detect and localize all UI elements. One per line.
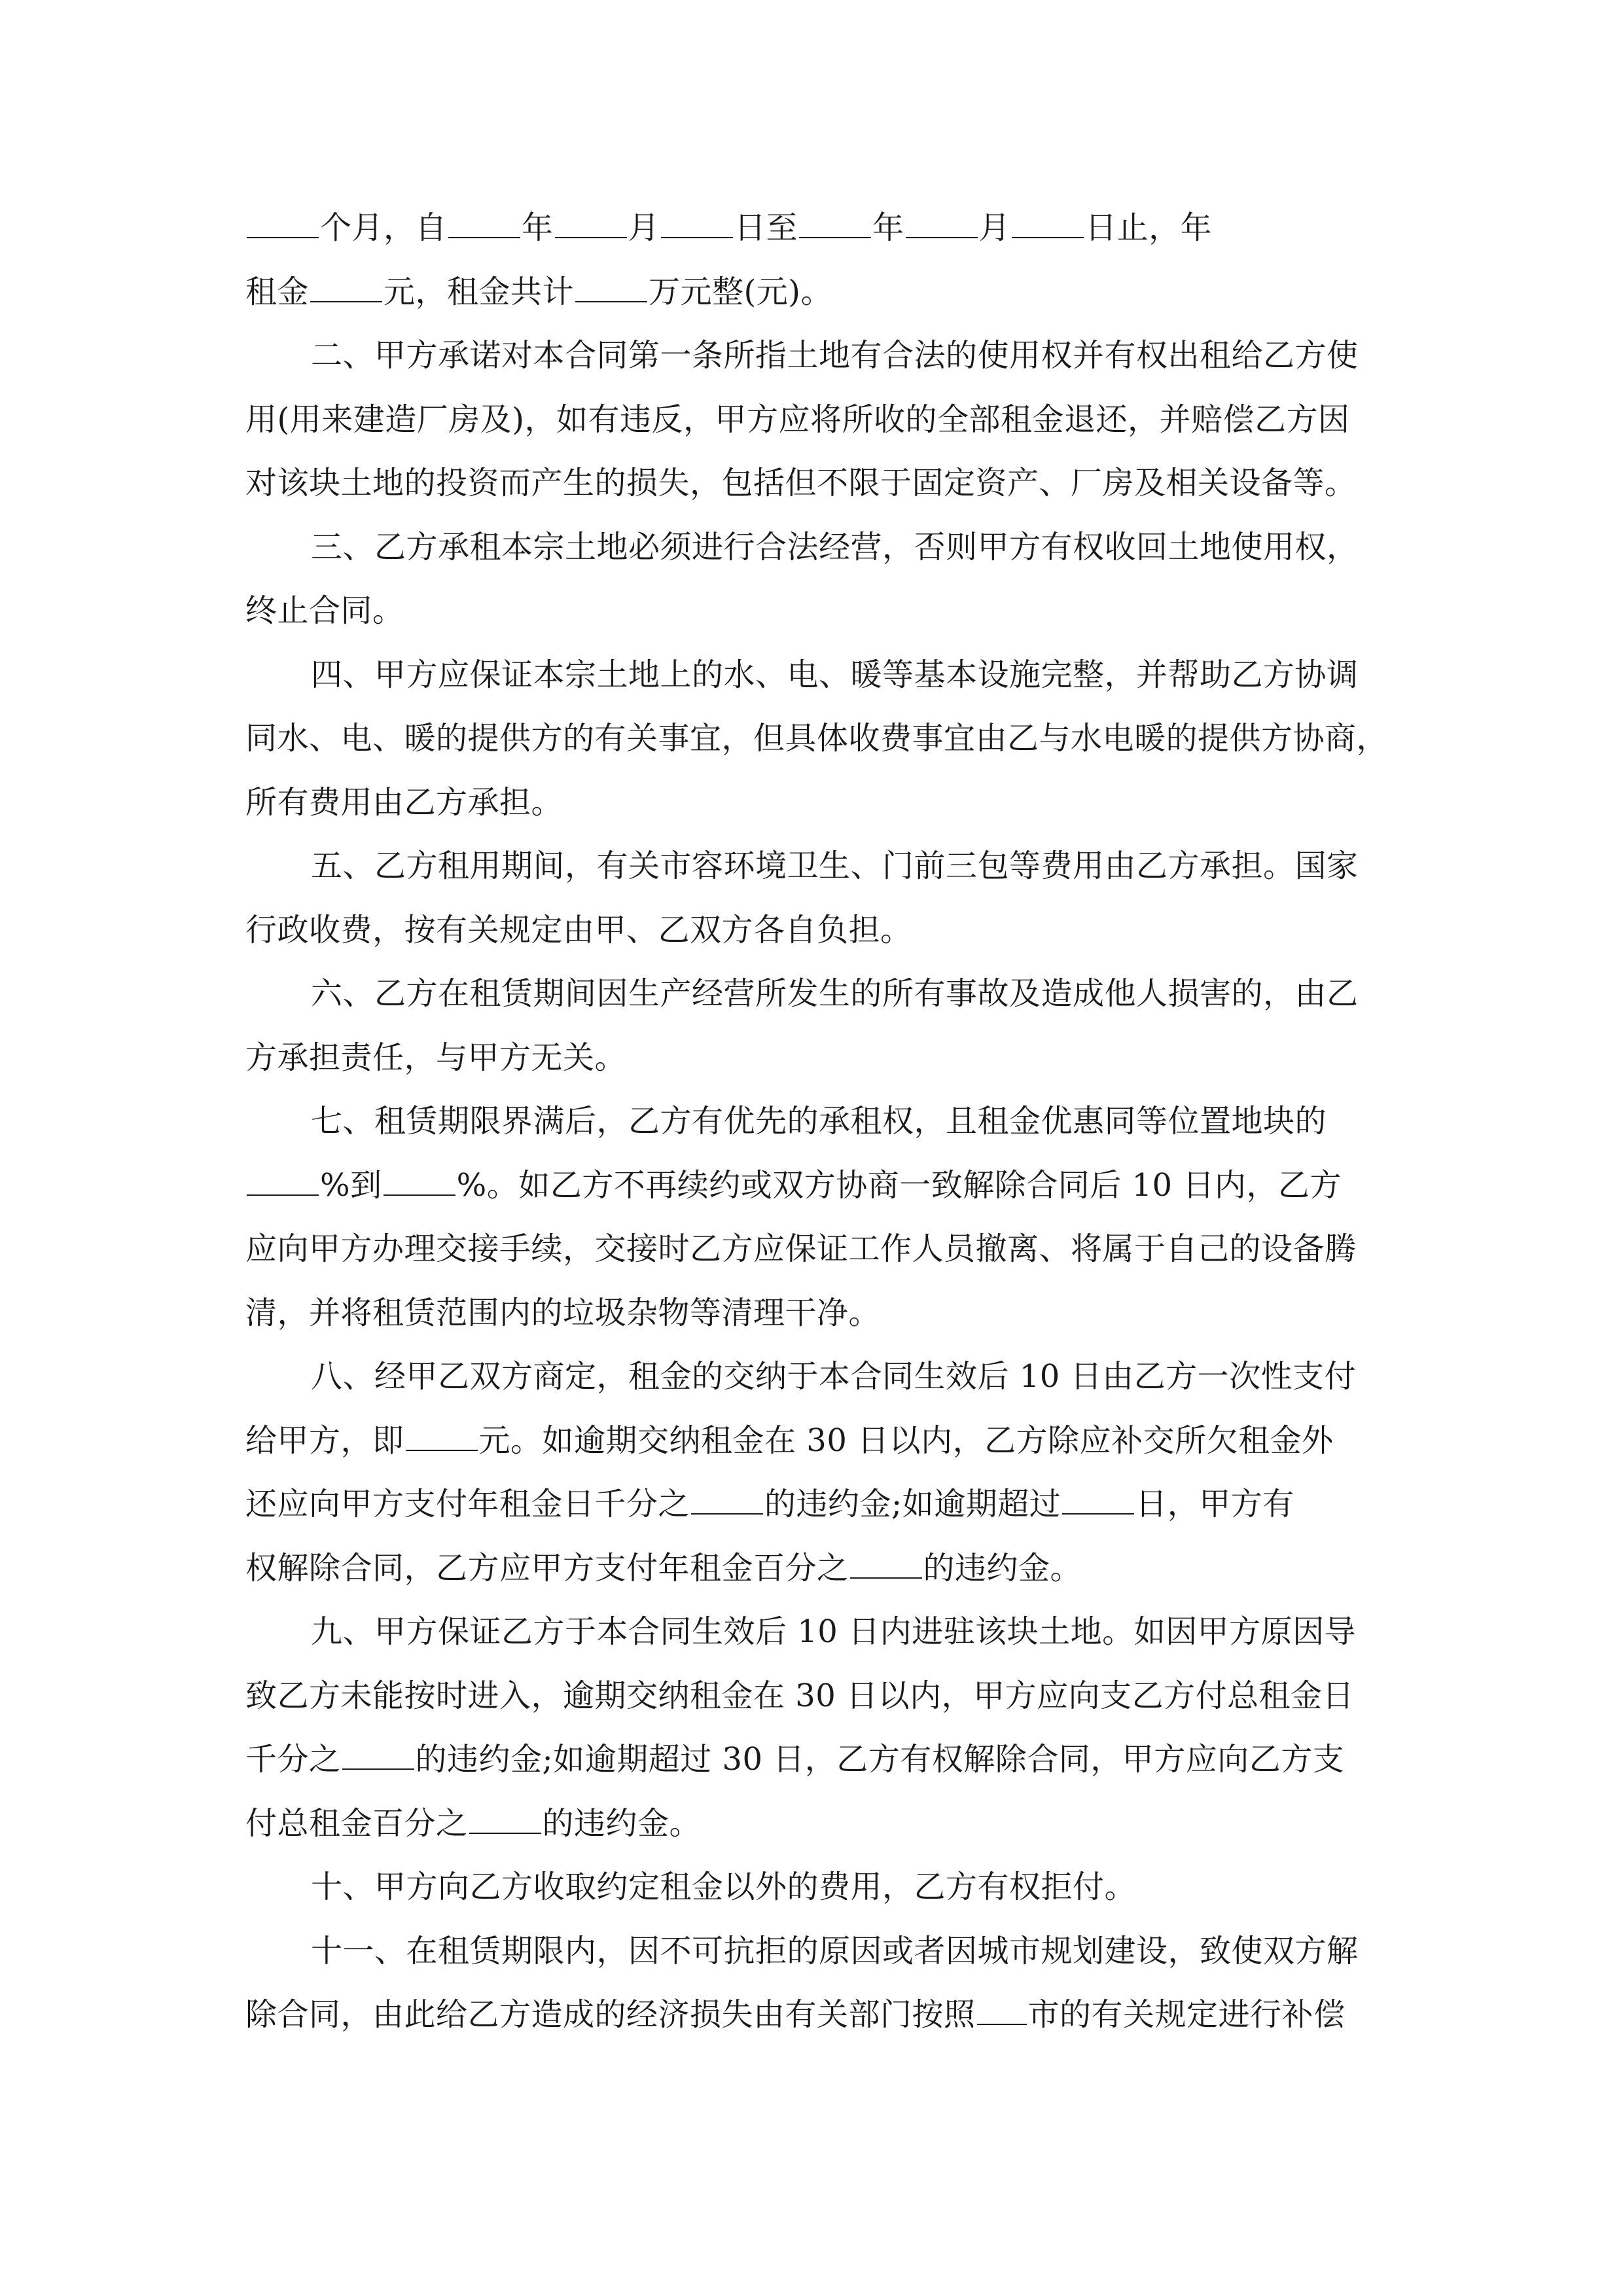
clause11-line2: 除合同，由此给乙方造成的经济损失由有关部门按照 市的有关规定进行补偿 <box>245 1996 1346 2033</box>
blank-field <box>799 215 871 238</box>
blank-field <box>555 215 627 238</box>
blank-field <box>247 215 319 238</box>
blank-field <box>342 1746 414 1770</box>
clause8-line1: 八、经甲乙双方商定，租金的交纳于本合同生效后 10 日由乙方一次性支付 <box>311 1358 1357 1395</box>
blank-field <box>575 279 647 302</box>
clause7-line3: 应向甲方办理交接手续，交接时乙方应保证工作人员撤离、将属于自己的设备腾 <box>245 1230 1357 1267</box>
clause5-line2: 行政收费，按有关规定由甲、乙双方各自负担。 <box>245 911 912 948</box>
blank-field <box>1062 1491 1134 1515</box>
clause8-line4: 权解除合同，乙方应甲方支付年租金百分之 的违约金。 <box>245 1549 1082 1587</box>
clause7-line4: 清，并将租赁范围内的垃圾杂物等清理干净。 <box>245 1294 881 1331</box>
blank-field <box>691 1491 763 1515</box>
clause9-line3: 千分之 的违约金;如逾期超过 30 日，乙方有权解除合同，甲方应向乙方支 <box>245 1741 1345 1778</box>
clause8-line2: 给甲方，即 元。如逾期交纳租金在 30 日以内，乙方除应补交所欠租金外 <box>245 1422 1334 1459</box>
blank-field <box>850 1555 922 1579</box>
clause8-line3: 还应向甲方支付年租金日千分之 的违约金;如逾期超过 日，甲方有 <box>245 1486 1294 1522</box>
clause6-line1: 六、乙方在租赁期间因生产经营所发生的所有事故及造成他人损害的，由乙 <box>311 975 1359 1012</box>
clause4-line2: 同水、电、暖的提供方的有关事宜，但具体收费事宜由乙与水电暖的提供方协商， <box>245 720 1389 757</box>
blank-field <box>661 215 733 238</box>
blank-field <box>448 215 520 238</box>
clause9-line1: 九、甲方保证乙方于本合同生效后 10 日内进驻该块土地。如因甲方原因导 <box>311 1613 1357 1650</box>
blank-field <box>977 2001 1027 2025</box>
blank-field <box>469 1810 541 1834</box>
clause5-line1: 五、乙方租用期间，有关市容环境卫生、门前三包等费用由乙方承担。国家 <box>311 848 1359 884</box>
contract-page <box>245 196 1389 2047</box>
clause4-line1: 四、甲方应保证本宗土地上的水、电、暖等基本设施完整，并帮助乙方协调 <box>311 656 1359 693</box>
clause1-line2: 租金 元，租金共计 万元整(元)。 <box>245 273 832 310</box>
clause3-line1: 三、乙方承租本宗土地必须进行合法经营，否则甲方有权收回土地使用权， <box>311 528 1359 565</box>
clause7-line2: %到 %。如乙方不再续约或双方协商一致解除合同后 10 日内，乙方 <box>245 1154 1384 1218</box>
clause11-line1: 十一、在租赁期限内，因不可抗拒的原因或者因城市规划建设，致使双方解 <box>311 1932 1359 1969</box>
clause2-line3: 对该块土地的投资而产生的损失，包括但不限于固定资产、厂房及相关设备等。 <box>245 465 1357 501</box>
clause2-line1: 二、甲方承诺对本合同第一条所指土地有合法的使用权并有权出租给乙方使 <box>311 337 1359 374</box>
blank-field <box>406 1427 478 1451</box>
blank-field <box>383 1172 455 1196</box>
blank-field <box>310 279 382 302</box>
clause9-line4: 付总租金百分之 的违约金。 <box>245 1804 702 1842</box>
clause2-line2: 用(用来建造厂房及)，如有违反，甲方应将所收的全部租金退还，并赔偿乙方因 <box>245 401 1350 438</box>
clause10-line1: 十、甲方向乙方收取约定租金以外的费用，乙方有权拒付。 <box>311 1869 1137 1905</box>
blank-field <box>247 1172 319 1196</box>
clause3-line2: 终止合同。 <box>245 592 404 629</box>
clause7-line1: 七、租赁期限界满后，乙方有优先的承租权，且租金优惠同等位置地块的 <box>311 1103 1327 1139</box>
clause4-line3: 所有费用由乙方承担。 <box>245 783 563 821</box>
blank-field <box>1012 215 1084 238</box>
blank-field <box>906 215 978 238</box>
clause6-line2: 方承担责任，与甲方无关。 <box>245 1039 627 1076</box>
clause1-line1: 个月，自 年 月 日至 年 月 日止，年 <box>245 196 1384 260</box>
clause9-line2: 致乙方未能按时进入，逾期交纳租金在 30 日以内，甲方应向支乙方付总租金日 <box>245 1677 1355 1714</box>
